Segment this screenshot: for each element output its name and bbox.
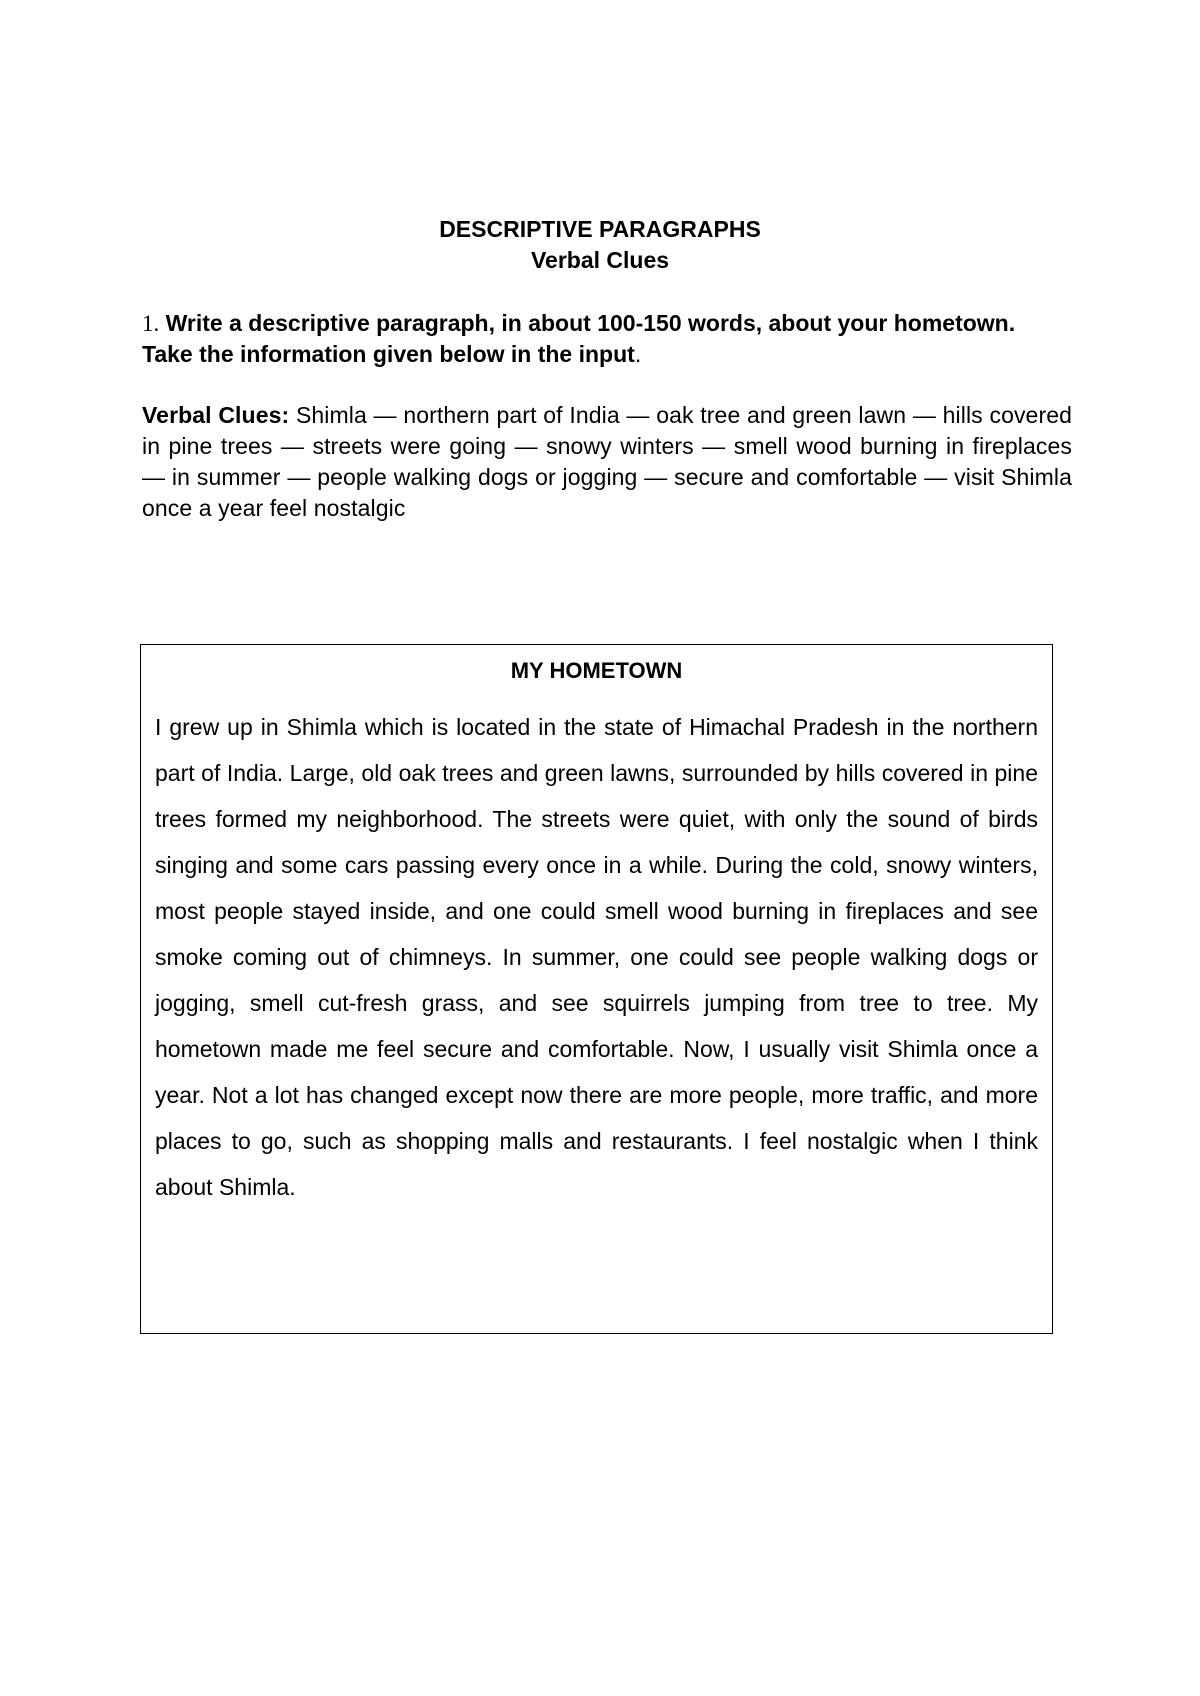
page-title: DESCRIPTIVE PARAGRAPHS — [439, 216, 761, 242]
question-number: 1. — [142, 311, 160, 336]
question-prompt — [142, 308, 1072, 370]
question-period: . — [634, 341, 642, 367]
answer-title: MY HOMETOWN — [510, 658, 683, 683]
question-text: Write a descriptive paragraph, in about 100-150 words, about your hometown. Take the information given below in the input — [142, 310, 1016, 367]
answer-paragraph: I grew up in Shimla which is located in the state of Himachal Pradesh in the northern part of India. Large, old oak trees and green lawns, surrounded by hills covered in pine trees formed my neighborhood. The streets were quiet, with only the sound of birds singing and some cars passing every once in a while. During the cold, snowy winters, most people stayed inside, and one could smell wood burning in fireplaces and see smoke coming out of chimneys. In summer, one could see people walking dogs or jogging, smell cut-fresh grass, and see squirrels jumping from tree to tree. My hometown made me feel secure and comfortable. Now, I usually visit Shimla once a year. Not a lot has changed except now there are more people, more traffic, and more places to go, such as shopping malls and restaurants. I feel nostalgic when I think about Shimla. — [155, 714, 1038, 1200]
verbal-clues-label: Verbal Clues: — [142, 402, 290, 428]
document-heading — [0, 214, 1200, 276]
verbal-clues — [142, 400, 1072, 524]
page-subtitle: Verbal Clues — [530, 247, 670, 273]
verbal-clues-text: Shimla — northern part of India — oak tree and green lawn — hills covered in pine trees — streets were going — snowy winters — smell wood burning in fireplaces — in summer — people walking dogs or jogging — secure and comfortable — visit Shimla once a year feel nostalgic — [142, 402, 1072, 521]
answer-box — [140, 644, 1053, 1334]
